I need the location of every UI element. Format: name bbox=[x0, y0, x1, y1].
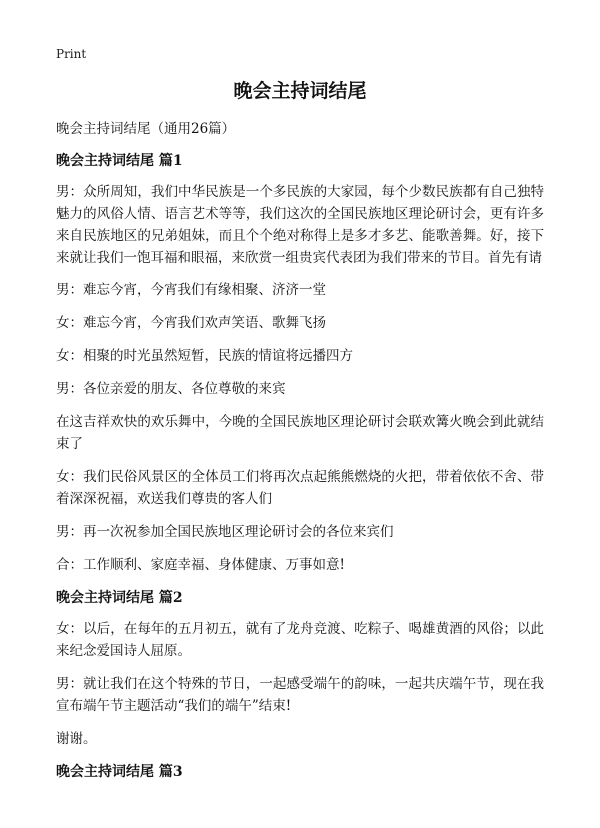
document-subtitle: 晚会主持词结尾（通用26篇） bbox=[56, 121, 236, 137]
section-heading-2: 晚会主持词结尾 篇2 bbox=[56, 590, 183, 606]
paragraph: 男：就让我们在这个特殊的节日，一起感受端午的韵味，一起共庆端午节，现在我宣布端午节主题活动“我们的端午”结束! bbox=[56, 676, 544, 714]
paragraph: 女：难忘今宵，今宵我们欢声笑语、歌舞飞扬 bbox=[56, 315, 326, 331]
paragraph: 女：我们民俗风景区的全体员工们将再次点起熊熊燃烧的火把，带着依依不舍、带着深深祝福，欢送我们尊贵的客人们 bbox=[56, 469, 544, 507]
section-heading-3: 晚会主持词结尾 篇3 bbox=[56, 764, 183, 780]
section-heading-1: 晚会主持词结尾 篇1 bbox=[56, 153, 183, 169]
paragraph: 男：众所周知，我们中华民族是一个多民族的大家园，每个少数民族都有自己独特魅力的风俗人情、语言艺术等等，我们这次的全国民族地区理论研讨会，更有许多来自民族地区的兄弟姐妹，而且个个绝对称得上是多才多艺、能歌善舞。好，接下来就让我们一饱耳福和眼福，来欣赏一组贵宾代表团为我们带来的节目。首先有请 bbox=[56, 184, 544, 266]
paragraph: 男：各位亲爱的朋友、各位尊敬的来宾 bbox=[56, 381, 286, 397]
paragraph: 在这吉祥欢快的欢乐舞中，今晚的全国民族地区理论研讨会联欢篝火晚会到此就结束了 bbox=[56, 414, 544, 452]
paragraph: 男：再一次祝参加全国民族地区理论研讨会的各位来宾们 bbox=[56, 524, 394, 540]
print-link[interactable]: Print bbox=[56, 47, 87, 61]
document-body bbox=[56, 118, 544, 792]
paragraph: 谢谢。 bbox=[56, 731, 97, 747]
paragraph: 男：难忘今宵，今宵我们有缘相聚、济济一堂 bbox=[56, 282, 326, 298]
paragraph: 女：以后，在每年的五月初五，就有了龙舟竞渡、吃粽子、喝雄黄酒的风俗；以此来纪念爱国诗人屈原。 bbox=[56, 621, 544, 659]
paragraph: 合：工作顺利、家庭幸福、身体健康、万事如意! bbox=[56, 557, 345, 573]
paragraph: 女：相聚的时光虽然短暂，民族的情谊将远播四方 bbox=[56, 348, 353, 364]
page-title: 晚会主持词结尾 bbox=[233, 80, 367, 102]
